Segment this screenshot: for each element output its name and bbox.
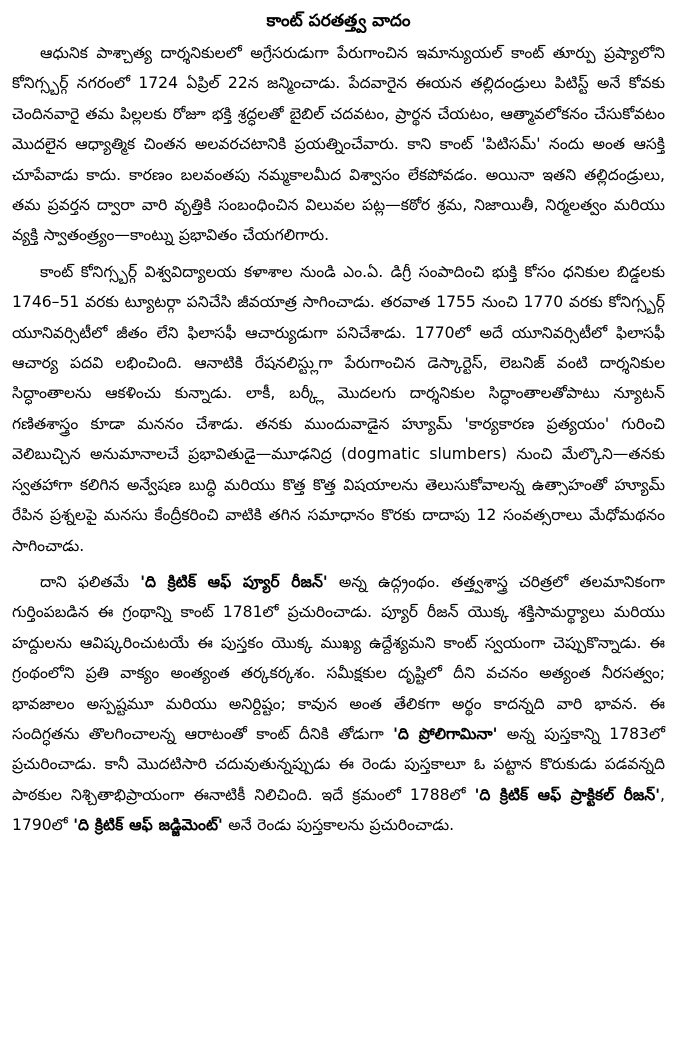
book-title-text: 'ది క్రిటిక్ ఆఫ్ జడ్జిమెంట్' [73, 816, 223, 835]
paragraph-text: అన్న ఉద్గ్రంథం. తత్త్వశాస్త్ర చరిత్రలో తలమానికంగా గుర్తింపబడిన ఈ గ్రంథాన్ని కాంట్ 1781లో ప్రచురించాడు. ప్యూర్ రీజన్ యొక్క శక్తిసామర్థ్యాలు మరియు హద్దులను ఆవిష్కరించుటయే ఈ పుస్తకం యొక్క ముఖ్య ఉద్దేశ్యమని కాంట్ స్వయంగా చెప్పుకొన్నాడు. ఈ గ్రంథంలోని ప్రతి వాక్యం అంత్యంత తర్కకర్కశం. సమీక్షకుల దృష్టిలో దీని వచనం అత్యంత నీరసత్వం; భావజాలం అస్పష్టమూ మరియు అనిర్దిష్టం; కావున అంత తేలికగా అర్థం కాదన్నది వారి భావన. ఈ సందిగ్ధతను తొలగించాలన్న ఆరాటంతో కాంట్ దీనికి తోడుగా [12, 572, 665, 743]
book-title-text: 'ది క్రిటిక్ ఆఫ్ ప్రాక్టికల్ రీజన్' [474, 785, 661, 804]
book-title-text: 'ది క్రిటిక్ ఆఫ్ ప్యూర్ రీజన్' [140, 572, 328, 591]
paragraph-text: అనే రెండు పుస్తకాలను ప్రచురించాడు. [222, 816, 455, 835]
paragraph-text: అన్న పుస్తకాన్ని 1783లో ప్రచురించాడు. కానీ మొదటిసారి చదువుతున్నప్పుడు ఈ రెండు పుస్తకాలూ ఓ పట్టాన కొరుకుడు పడవన్నది పాఠకుల నిశ్చితాభిప్రాయంగా ఈనాటికీ నిలిచింది. ఇదే క్రమంలో 1788లో [12, 724, 666, 804]
book-title-text: 'ది ప్రోలిగామినా' [393, 724, 498, 743]
paragraph-text: దాని ఫలితమే [40, 572, 141, 591]
paragraph-2 [12, 257, 665, 561]
paragraph-text: ఆధునిక పాశ్చాత్య దార్శనికులలో అగ్రేసరుడుగా పేరుగాంచిన ఇమాన్యుయల్ కాంట్ తూర్పు ప్రష్యాలోని కోనిగ్స్బర్గ్ నగరంలో 1724 ఏప్రిల్ 22న జన్మించాడు. పేదవారైన ఈయన తల్లిదండ్రులు పిటిస్ట్ అనే కోవకు చెందినవారై తమ పిల్లలకు రోజూ భక్తి శ్రద్ధలతో బైబిల్ చదవటం, ప్రార్థన చేయటం, ఆత్మావలోకనం చేసుకోవటం మొదలైన ఆధ్యాత్మిక చింతన అలవరచటానికి ప్రయత్నించేవారు. కాని కాంట్ 'పిటిసమ్' నందు అంత ఆసక్తి చూపేవాడు కాదు. కారణం బలవంతపు నమ్మకాలమీద విశ్వాసం లేకపోవడం. అయినా ఇతని తల్లిదండ్రులు, తమ ప్రవర్తన ద్వారా వారి వృత్తికి సంబంధించిన విలువల పట్ల—కఠోర శ్రమ, నిజాయితీ, నిర్మలత్వం మరియు వ్యక్తి స్వాతంత్ర్యం—కాంట్ను ప్రభావితం చేయగలిగారు. [12, 44, 665, 245]
page-title: కాంట్ పరతత్త్వ వాదం [266, 11, 411, 31]
paragraph-text: కాంట్ కోనిగ్స్బర్గ్ విశ్వవిద్యాలయ కళాశాల నుండి ఎం.ఏ. డిగ్రీ సంపాదించి భుక్తి కోసం ధనికుల బిడ్డలకు 1746–51 వరకు ట్యూటర్గా పనిచేసి జీవయాత్ర సాగించాడు. తరవాత 1755 నుంచి 1770 వరకు కోనిగ్స్బర్గ్ యూనివర్సిటీలో జీతం లేని ఫిలాసఫీ ఆచార్యుడుగా పనిచేశాడు. 1770లో అదే యూనివర్సిటీలో ఫిలాసఫీ ఆచార్య పదవి లభించింది. ఆనాటికి రేషనలిస్ట్లుగా పేరుగాంచిన డెస్కార్టెస్, లెబనిజ్ వంటి దార్శనికుల సిద్ధాంతాలను ఆకళించు కున్నాడు. లాకీ, బర్క్లీ మొదలగు దార్శనికుల సిద్ధాంతాలతోపాటు న్యూటన్ గణితశాస్త్రం కూడా మననం చేశాడు. తనకు ముందువాడైన హ్యూమ్ 'కార్యకారణ ప్రత్యయం' గురించి వెలిబుచ్చిన అనుమానాలచే ప్రభావితుడై—మూఢనిద్ర (dogmatic slumbers) నుంచి మేల్కొని—తనకు స్వతహాగా కలిగిన అన్వేషణ బుద్ధి మరియు కొత్త కొత్త విషయాలను తెలుసుకోవాలన్న ఉత్సాహంతో హ్యూమ్ రేపిన ప్రశ్నలపై మనసు కేంద్రీకరించి వాటికి తగిన సమాధానం కొరకు దాదాపు 12 సంవత్సరాలు మేధోమథనం సాగించాడు. [12, 262, 665, 555]
paragraph-text: , 1790లో [12, 785, 665, 835]
paragraph-1 [12, 38, 665, 251]
paragraph-3 [12, 567, 665, 841]
